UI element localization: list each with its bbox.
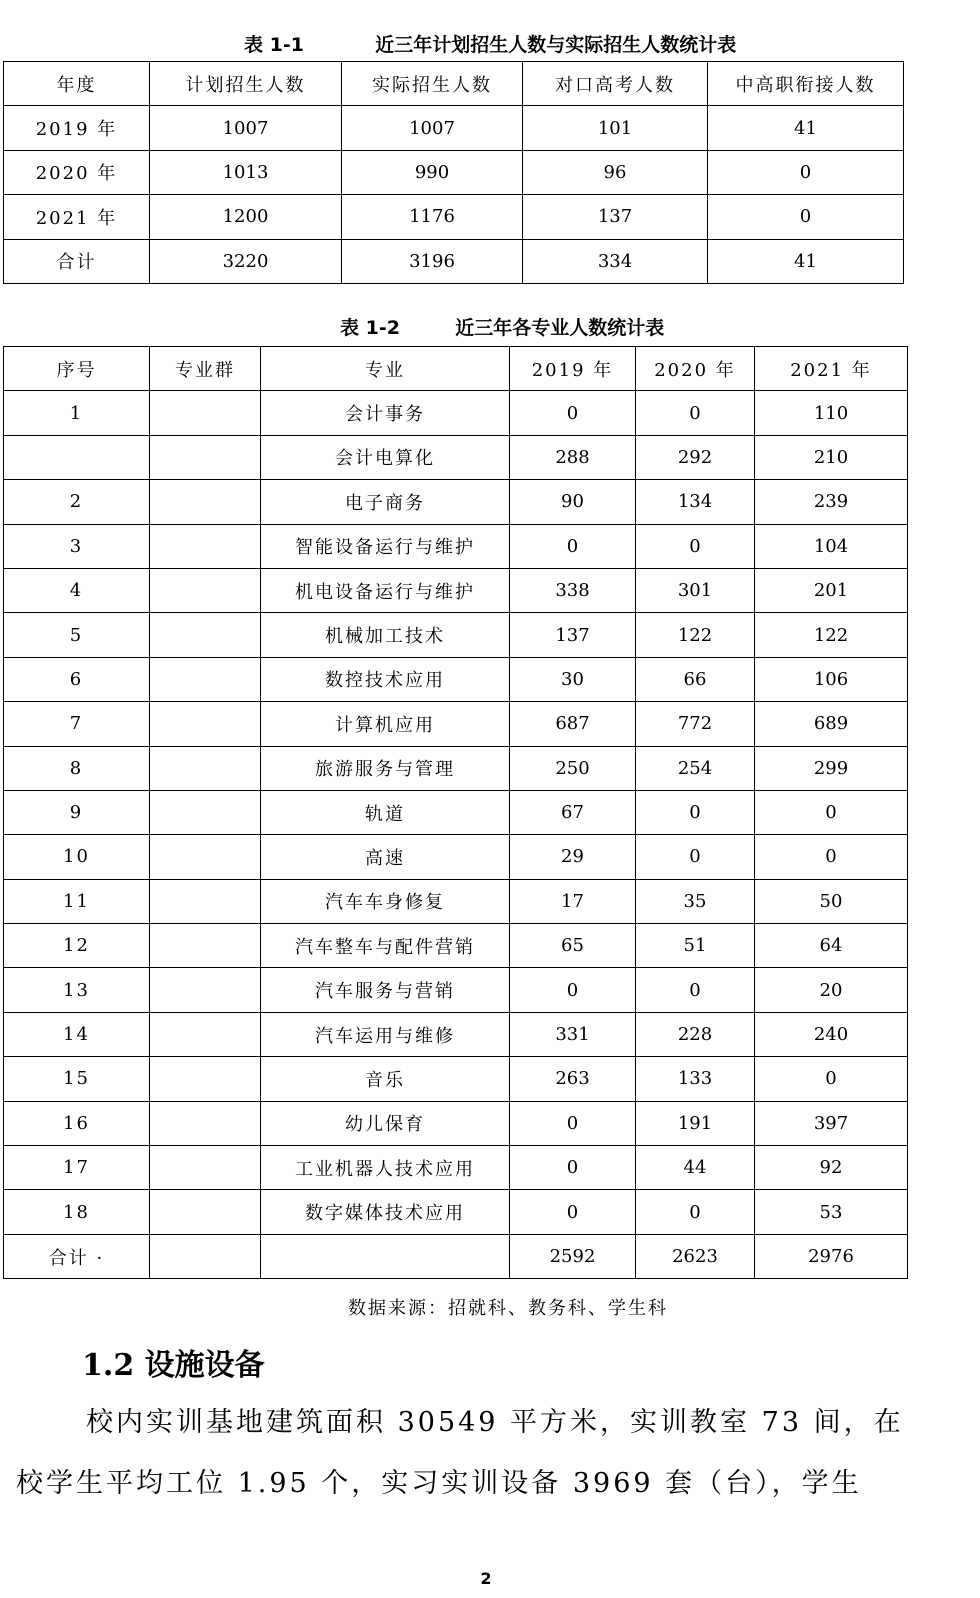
table2-cell: 音乐 <box>261 1057 510 1101</box>
table2-cell: 14 <box>4 1012 150 1056</box>
table2-cell <box>150 435 261 479</box>
table2-caption-title: 近三年各专业人数统计表 <box>455 317 665 339</box>
table2-cell: 29 <box>510 835 636 879</box>
table2-cell: 44 <box>636 1146 755 1190</box>
table2-cell: 20 <box>755 968 908 1012</box>
table2-cell: 3 <box>4 524 150 568</box>
table2-cell: 0 <box>636 968 755 1012</box>
table1-caption <box>244 30 736 57</box>
table2-header-cell: 2021 年 <box>755 347 908 391</box>
table2-cell: 合计 · <box>4 1234 150 1278</box>
table2-cell: 0 <box>755 1057 908 1101</box>
table1-cell: 1176 <box>342 195 523 239</box>
table2-cell: 0 <box>755 790 908 834</box>
table2-cell <box>150 835 261 879</box>
table2-cell: 90 <box>510 480 636 524</box>
table1-row <box>4 195 904 239</box>
table2-cell: 288 <box>510 435 636 479</box>
table2-header-row <box>4 347 908 391</box>
table2-cell: 0 <box>636 524 755 568</box>
table1-cell: 1007 <box>342 106 523 150</box>
table2-cell: 汽车车身修复 <box>261 879 510 923</box>
enrollment-table <box>3 61 904 284</box>
table1-cell: 41 <box>708 239 904 283</box>
section-heading: 1.2 设施设备 <box>82 1348 265 1383</box>
table2-cell: 10 <box>4 835 150 879</box>
table2-cell: 191 <box>636 1101 755 1145</box>
table1-cell: 96 <box>523 150 708 194</box>
table2-cell <box>150 1234 261 1278</box>
table2-cell <box>150 746 261 790</box>
table2-cell: 16 <box>4 1101 150 1145</box>
table2-cell: 18 <box>4 1190 150 1234</box>
table1-cell: 0 <box>708 195 904 239</box>
table2-cell: 2592 <box>510 1234 636 1278</box>
table2-cell <box>150 968 261 1012</box>
table2-cell: 50 <box>755 879 908 923</box>
table1-cell: 2020 年 <box>4 150 150 194</box>
table2-cell: 689 <box>755 702 908 746</box>
table1-cell: 3196 <box>342 239 523 283</box>
table2-cell: 汽车服务与营销 <box>261 968 510 1012</box>
table2-row <box>4 568 908 612</box>
table2-cell: 数字媒体技术应用 <box>261 1190 510 1234</box>
table2-cell <box>150 480 261 524</box>
table2-caption-number: 表 1-2 <box>340 317 400 339</box>
table2-cell: 134 <box>636 480 755 524</box>
data-source-note: 数据来源：招就科、教务科、学生科 <box>348 1298 668 1319</box>
table1-cell: 1200 <box>150 195 342 239</box>
table1-cell: 合计 <box>4 239 150 283</box>
table2-row <box>4 480 908 524</box>
table2-cell: 772 <box>636 702 755 746</box>
table2-cell: 301 <box>636 568 755 612</box>
table2-header-cell: 专业 <box>261 347 510 391</box>
table2-row <box>4 702 908 746</box>
table2-row <box>4 746 908 790</box>
table2-cell: 1 <box>4 391 150 435</box>
table1-cell: 0 <box>708 150 904 194</box>
table2-row <box>4 790 908 834</box>
table2-cell: 228 <box>636 1012 755 1056</box>
table2-row <box>4 391 908 435</box>
table2-cell: 0 <box>510 1190 636 1234</box>
table2-cell: 机械加工技术 <box>261 613 510 657</box>
table2-cell: 263 <box>510 1057 636 1101</box>
table2-cell: 2623 <box>636 1234 755 1278</box>
paragraph-line-2: 校学生平均工位 1.95 个，实习实训设备 3969 套（台），学生 <box>16 1468 862 1499</box>
table2-header-cell: 专业群 <box>150 347 261 391</box>
table2-cell: 工业机器人技术应用 <box>261 1146 510 1190</box>
table2-cell: 687 <box>510 702 636 746</box>
table2-cell: 高速 <box>261 835 510 879</box>
table2-cell <box>150 1190 261 1234</box>
table2-cell: 0 <box>510 391 636 435</box>
table2-cell: 2 <box>4 480 150 524</box>
table2-cell <box>150 879 261 923</box>
table2-cell: 299 <box>755 746 908 790</box>
table2-cell: 15 <box>4 1057 150 1101</box>
table2-cell: 0 <box>636 391 755 435</box>
table2-cell: 12 <box>4 924 150 968</box>
table2-cell: 104 <box>755 524 908 568</box>
table2-cell: 0 <box>636 835 755 879</box>
table2-cell: 17 <box>510 879 636 923</box>
table2-cell: 397 <box>755 1101 908 1145</box>
table1-cell: 990 <box>342 150 523 194</box>
table2-cell: 数控技术应用 <box>261 657 510 701</box>
table2-row <box>4 657 908 701</box>
table2-cell <box>150 1012 261 1056</box>
table2-cell: 35 <box>636 879 755 923</box>
table2-caption <box>340 313 664 340</box>
table1-cell: 101 <box>523 106 708 150</box>
table2-cell: 会计电算化 <box>261 435 510 479</box>
table2-cell <box>150 1057 261 1101</box>
table1-header-cell: 对口高考人数 <box>523 62 708 106</box>
table2-cell: 331 <box>510 1012 636 1056</box>
table2-cell: 240 <box>755 1012 908 1056</box>
table2-cell: 0 <box>510 968 636 1012</box>
table2-cell: 轨道 <box>261 790 510 834</box>
table2-cell: 239 <box>755 480 908 524</box>
table2-cell: 智能设备运行与维护 <box>261 524 510 568</box>
table2-cell <box>150 391 261 435</box>
table2-cell: 338 <box>510 568 636 612</box>
table1-cell: 137 <box>523 195 708 239</box>
table2-cell: 66 <box>636 657 755 701</box>
table2-cell: 0 <box>510 1101 636 1145</box>
table1-header-cell: 中高职衔接人数 <box>708 62 904 106</box>
table2-cell: 9 <box>4 790 150 834</box>
table2-cell: 0 <box>636 790 755 834</box>
table2-header-cell: 2019 年 <box>510 347 636 391</box>
table2-cell: 137 <box>510 613 636 657</box>
table2-cell: 机电设备运行与维护 <box>261 568 510 612</box>
table1-cell: 2021 年 <box>4 195 150 239</box>
table2-cell: 53 <box>755 1190 908 1234</box>
table2-cell: 汽车整车与配件营销 <box>261 924 510 968</box>
table2-cell <box>150 657 261 701</box>
table1-cell: 1007 <box>150 106 342 150</box>
table1-header-cell: 计划招生人数 <box>150 62 342 106</box>
table2-cell <box>150 1101 261 1145</box>
table2-cell <box>4 435 150 479</box>
table2-cell: 电子商务 <box>261 480 510 524</box>
table2-cell <box>150 924 261 968</box>
table2-row <box>4 924 908 968</box>
table1-row <box>4 106 904 150</box>
table2-cell: 2976 <box>755 1234 908 1278</box>
table2-cell <box>150 702 261 746</box>
table1-caption-title: 近三年计划招生人数与实际招生人数统计表 <box>375 34 737 56</box>
table2-row <box>4 835 908 879</box>
major-enrollment-table <box>3 346 908 1279</box>
paragraph-line-1: 校内实训基地建筑面积 30549 平方米，实训教室 73 间，在 <box>86 1407 904 1438</box>
table1-cell: 1013 <box>150 150 342 194</box>
table2-cell <box>150 790 261 834</box>
table1-header-cell: 实际招生人数 <box>342 62 523 106</box>
table2-cell: 122 <box>755 613 908 657</box>
table2-cell: 122 <box>636 613 755 657</box>
table1-row <box>4 150 904 194</box>
table2-cell <box>150 524 261 568</box>
table2-row <box>4 613 908 657</box>
table1-cell: 3220 <box>150 239 342 283</box>
table2-cell: 13 <box>4 968 150 1012</box>
table2-cell: 0 <box>755 835 908 879</box>
table2-row <box>4 1234 908 1278</box>
table2-cell: 汽车运用与维修 <box>261 1012 510 1056</box>
table2-cell: 幼儿保育 <box>261 1101 510 1145</box>
table2-cell: 8 <box>4 746 150 790</box>
table1-row <box>4 239 904 283</box>
table1-cell: 41 <box>708 106 904 150</box>
table2-cell: 201 <box>755 568 908 612</box>
table2-cell: 0 <box>636 1190 755 1234</box>
table2-header-cell: 2020 年 <box>636 347 755 391</box>
table2-row <box>4 1101 908 1145</box>
table1-header-cell: 年度 <box>4 62 150 106</box>
table2-cell <box>150 1146 261 1190</box>
table2-row <box>4 1012 908 1056</box>
table2-cell: 250 <box>510 746 636 790</box>
table2-cell <box>150 568 261 612</box>
table2-cell <box>261 1234 510 1278</box>
table2-cell: 30 <box>510 657 636 701</box>
table1-cell: 2019 年 <box>4 106 150 150</box>
table2-cell: 会计事务 <box>261 391 510 435</box>
table2-cell: 4 <box>4 568 150 612</box>
table1-cell: 334 <box>523 239 708 283</box>
table2-cell: 64 <box>755 924 908 968</box>
table2-row <box>4 968 908 1012</box>
table2-cell: 254 <box>636 746 755 790</box>
table2-row <box>4 1146 908 1190</box>
table2-row <box>4 1057 908 1101</box>
table2-cell: 110 <box>755 391 908 435</box>
table2-row <box>4 435 908 479</box>
table2-cell: 6 <box>4 657 150 701</box>
table2-cell: 17 <box>4 1146 150 1190</box>
table2-row <box>4 879 908 923</box>
table2-cell: 0 <box>510 1146 636 1190</box>
table2-cell: 292 <box>636 435 755 479</box>
table2-cell: 67 <box>510 790 636 834</box>
table2-cell: 计算机应用 <box>261 702 510 746</box>
table2-cell: 210 <box>755 435 908 479</box>
table2-cell: 7 <box>4 702 150 746</box>
table1-caption-number: 表 1-1 <box>244 34 304 56</box>
table2-row <box>4 1190 908 1234</box>
table2-cell: 133 <box>636 1057 755 1101</box>
table2-cell: 旅游服务与管理 <box>261 746 510 790</box>
table2-cell: 5 <box>4 613 150 657</box>
table1-header-row <box>4 62 904 106</box>
table2-cell: 11 <box>4 879 150 923</box>
page-number: 2 <box>480 1569 492 1588</box>
table2-row <box>4 524 908 568</box>
table2-cell: 0 <box>510 524 636 568</box>
table2-cell: 65 <box>510 924 636 968</box>
table2-cell: 92 <box>755 1146 908 1190</box>
table2-cell <box>150 613 261 657</box>
table2-cell: 106 <box>755 657 908 701</box>
table2-header-cell: 序号 <box>4 347 150 391</box>
table2-cell: 51 <box>636 924 755 968</box>
